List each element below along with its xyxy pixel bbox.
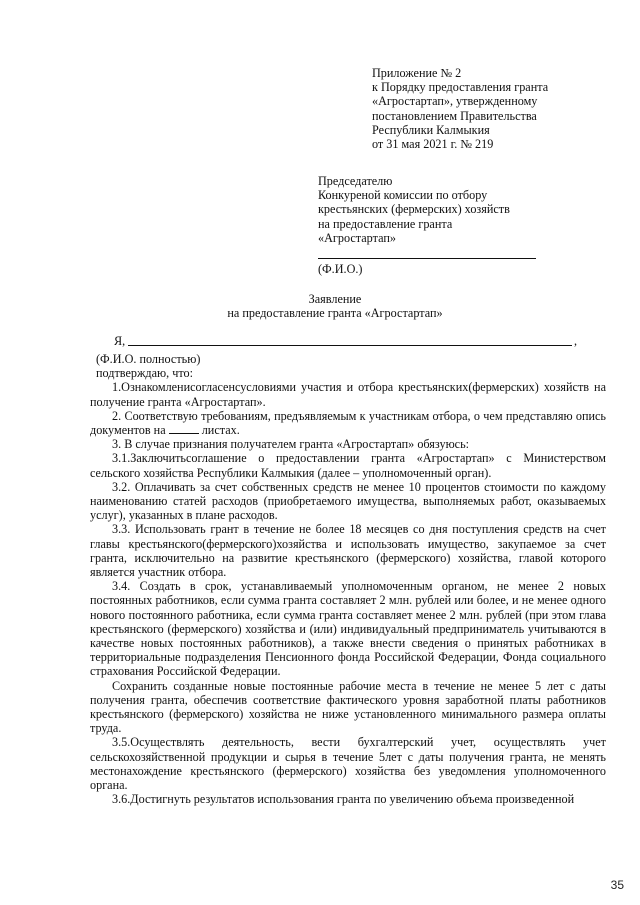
appendix-line: Республики Калмыкия — [372, 122, 490, 137]
paragraph-3-1: 3.1.Заключитьсоглашение о предоставлении гранта «Агростартап» с Министерством сельского хозяйства Республики Калмыкия (далее – уполномоченный орган). — [90, 451, 606, 480]
paragraph-3-6: 3.6.Достигнуть результатов использования гранта по увеличению объема произведенной — [112, 792, 575, 807]
addressee-line: крестьянских (фермерских) хозяйств — [318, 202, 510, 217]
addressee-line: «Агростартап» — [318, 230, 396, 245]
addressee-block — [318, 174, 568, 245]
title-line: на предоставление гранта «Агростартап» — [227, 306, 443, 321]
applicant-name-line — [128, 345, 572, 346]
appendix-line: от 31 мая 2021 г. № 219 — [372, 137, 494, 152]
paragraph-1: 1.Ознакомленисогласенсусловиями участия и отбора крестьянских(фермерских) хозяйств на получение гранта «Агростартап». — [90, 380, 606, 409]
paragraph-2-text: 2. Соответствую требованиям, предъявляемым к участникам отбора, о чем представляю опись документов на — [90, 408, 606, 438]
fio-full-label: (Ф.И.О. полностью) — [96, 352, 201, 366]
appendix-header — [372, 66, 622, 151]
fio-label: (Ф.И.О.) — [318, 262, 363, 276]
paragraph-3-5: 3.5.Осуществлять деятельность, вести бухгалтерский учет, осуществлять учет сельскохозяйственной продукции и сырья в течение 5лет с даты получения гранта, не менять местонахождение крестьянского (фермерского) хозяйства без уведомления уполномоченного органа. — [90, 735, 606, 793]
chairman-name-line — [318, 258, 536, 259]
paragraph-3-3: 3.3. Использовать грант в течение не более 18 месяцев со дня поступления средств на счет главы крестьянского(фермерского)хозяйства и использовать имущество, закупаемое за счет гранта, исключительно на развитие крестьянского (фермерского) хозяйства, главой которого является участник отбора. — [90, 522, 606, 580]
paragraph-3-4: 3.4. Создать в срок, устанавливаемый уполномоченным органом, не менее 2 новых постоянных работников, если сумма гранта составляет 2 млн. рублей или более, и не менее одного нового постоянного работника, если сумма гранта составляет менее 2 млн. рублей (при этом глава крестьянского (фермерского) хозяйства и (или) индивидуальный предприниматель учитываются в качестве новых постоянных работников), а также внести сведения о принятых работниках в территориальные подразделения Пенсионного фонда Российской Федерации, Фонда социального страхования Российской Федерации. — [90, 579, 606, 679]
ya-label: Я, — [114, 334, 126, 348]
comma: , — [574, 334, 578, 348]
appendix-line: «Агростартап», утвержденному — [372, 94, 538, 109]
applicant-name-row — [114, 334, 606, 349]
paragraph-2 — [90, 409, 606, 437]
sheet-count-blank — [169, 423, 199, 434]
appendix-line: к Порядку предоставления гранта — [372, 80, 549, 95]
paragraph-2-suffix: листах. — [201, 423, 240, 438]
page-number: 35 — [610, 878, 624, 892]
paragraph-3: 3. В случае признания получателем гранта «Агростартап» обязуюсь: — [112, 437, 470, 452]
appendix-line: постановлением Правительства — [372, 108, 537, 123]
addressee-line: Конкуреной комиссии по отбору — [318, 188, 488, 203]
document-title — [0, 292, 640, 320]
document-body — [90, 334, 606, 807]
paragraph-3-2: 3.2. Оплачивать за счет собственных средств не менее 10 процентов стоимости по каждому наименованию статей расходов (приобретаемого имущества, выполняемых работ, оказываемых услуг), указанных в плане расходов. — [90, 479, 606, 523]
addressee-line: на предоставление гранта — [318, 216, 453, 231]
appendix-line: Приложение № 2 — [372, 66, 462, 80]
title-line: Заявление — [308, 292, 362, 306]
paragraph-3-4-continued: Сохранить созданные новые постоянные рабочие места в течение не менее 5 лет с даты получения гранта, обеспечив соответствие фактического уровня заработной платы работников крестьянского (фермерского) хозяйства не ниже установленного минимального размера оплаты труда. — [90, 678, 606, 736]
addressee-line: Председателю — [318, 174, 393, 188]
confirm-text: подтверждаю, что: — [96, 366, 193, 381]
